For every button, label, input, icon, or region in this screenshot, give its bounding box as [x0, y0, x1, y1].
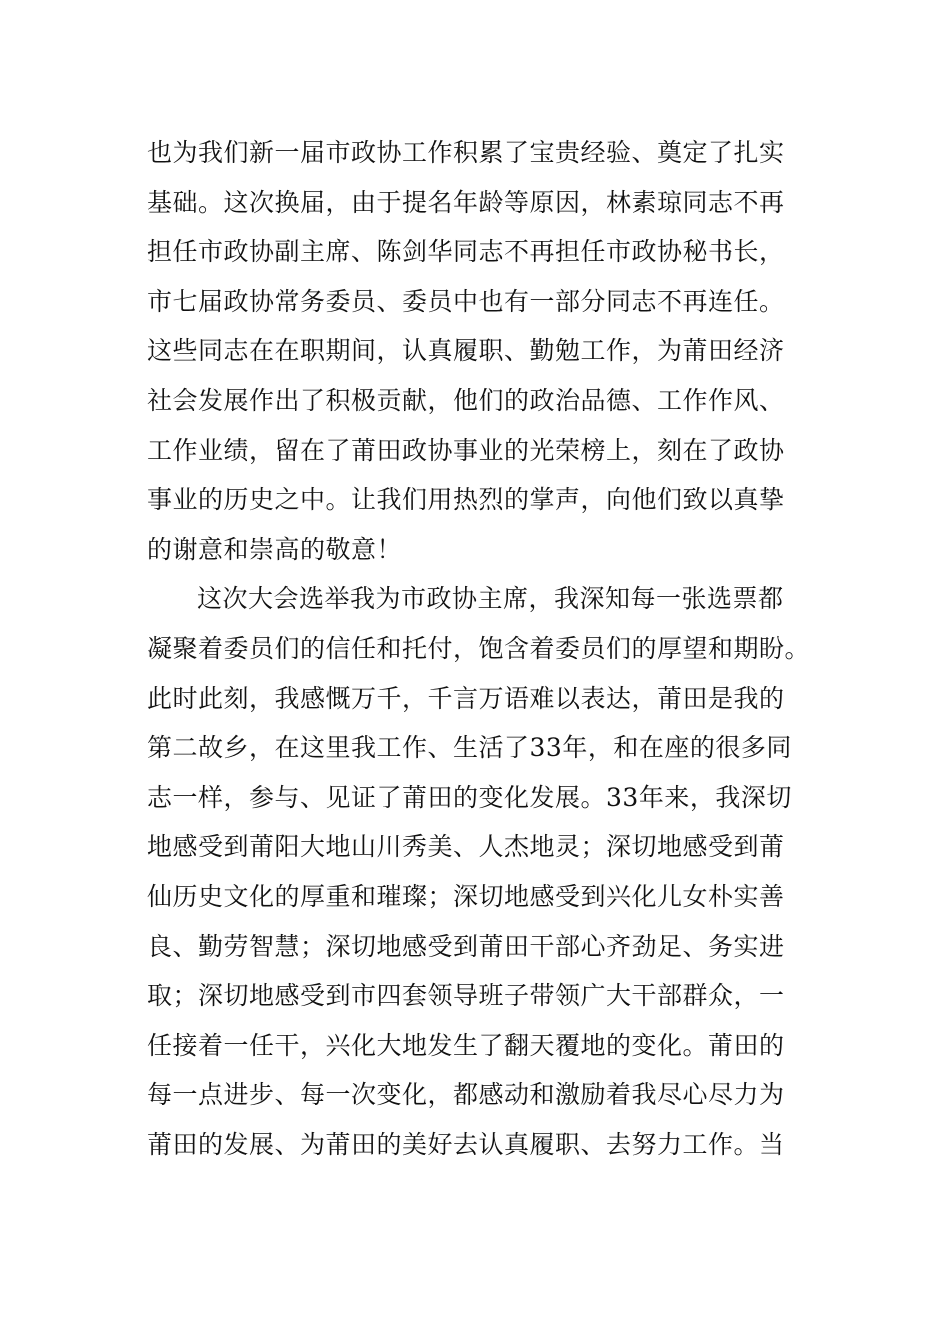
text-line: 事业的历史之中。让我们用热烈的掌声，向他们致以真挚 [147, 485, 785, 515]
text-line: 取；深切地感受到市四套领导班子带领广大干部群众，一 [147, 981, 785, 1011]
text-line: 莆田的发展、为莆田的美好去认真履职、去努力工作。当 [147, 1129, 785, 1159]
text-line: 良、勤劳智慧；深切地感受到莆田干部心齐劲足、务实进 [147, 931, 785, 961]
text-line: 任接着一任干，兴化大地发生了翻天覆地的变化。莆田的 [147, 1030, 785, 1060]
body-text [147, 128, 811, 1169]
text-line: 基础。这次换届，由于提名年龄等原因，林素琼同志不再 [147, 187, 785, 217]
text-line: 志一样，参与、见证了莆田的变化发展。33年来，我深切 [147, 782, 792, 812]
paragraph-first-line: 这次大会选举我为市政协主席，我深知每一张选票都 [197, 584, 784, 614]
text-line: 担任市政协副主席、陈剑华同志不再担任市政协秘书长， [147, 237, 785, 267]
text-line: 工作业绩，留在了莆田政协事业的光荣榜上，刻在了政协 [147, 435, 785, 465]
text-line: 社会发展作出了积极贡献，他们的政治品德、工作作风、 [147, 385, 785, 415]
text-line: 地感受到莆阳大地山川秀美、人杰地灵；深切地感受到莆 [147, 832, 785, 862]
text-line: 第二故乡，在这里我工作、生活了33年，和在座的很多同 [147, 733, 792, 763]
text-line: 市七届政协常务委员、委员中也有一部分同志不再连任。 [147, 286, 785, 316]
text-line: 每一点进步、每一次变化，都感动和激励着我尽心尽力为 [147, 1080, 785, 1110]
text-line: 也为我们新一届市政协工作积累了宝贵经验、奠定了扎实 [147, 138, 785, 167]
text-line: 仙历史文化的厚重和璀璨；深切地感受到兴化儿女朴实善 [147, 881, 785, 911]
text-line: 此时此刻，我感慨万千，千言万语难以表达，莆田是我的 [147, 683, 785, 713]
text-line: 凝聚着委员们的信任和托付，饱含着委员们的厚望和期盼。 [147, 633, 811, 663]
text-line: 的谢意和崇高的敬意！ [147, 534, 403, 564]
text-line: 这些同志在在职期间，认真履职、勤勉工作，为莆田经济 [147, 336, 785, 366]
